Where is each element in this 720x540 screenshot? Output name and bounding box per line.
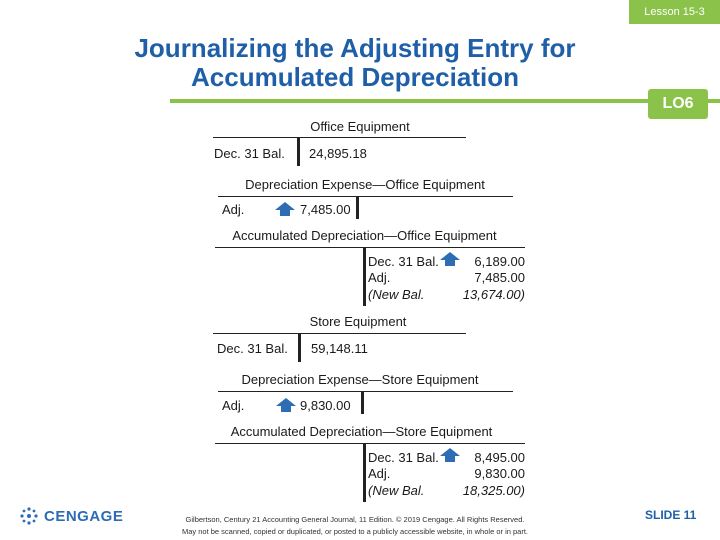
- cengage-logo: [18, 503, 123, 529]
- credit-label: Adj.: [368, 270, 391, 285]
- debit-label: Adj.: [222, 202, 245, 217]
- t-account-title: Depreciation Expense—Store Equipment: [241, 372, 479, 387]
- debit-label: Dec. 31 Bal.: [214, 146, 285, 161]
- t-account-divider: [363, 444, 366, 502]
- learning-objective-badge: LO6: [648, 89, 708, 119]
- t-account-divider: [363, 248, 366, 306]
- credit-amount: 6,189.00: [474, 254, 525, 269]
- logo-text: CENGAGE: [44, 507, 124, 525]
- credit-label: Dec. 31 Bal.: [368, 254, 439, 269]
- up-arrow-icon: [275, 202, 295, 216]
- t-account-top-line: [215, 247, 525, 248]
- t-account-divider: [356, 197, 359, 219]
- t-account-title: Store Equipment: [309, 314, 407, 329]
- t-account-divider: [361, 392, 364, 414]
- t-account-top-line: [213, 137, 466, 138]
- t-account-top-line: [215, 443, 525, 444]
- credit-amount: 8,495.00: [474, 450, 525, 465]
- title-divider: [170, 99, 720, 103]
- slide-number: SLIDE 11: [645, 508, 697, 522]
- debit-amount: 59,148.11: [311, 341, 368, 356]
- credit-amount: 7,485.00: [474, 270, 525, 285]
- citation: [120, 514, 590, 538]
- credit-amount: 13,674.00): [462, 287, 525, 302]
- title-line-2: Accumulated Depreciation: [191, 62, 519, 92]
- t-account-title: Accumulated Depreciation—Office Equipment: [232, 228, 497, 243]
- credit-label: (New Bal.: [368, 483, 425, 498]
- citation-line-2: May not be scanned, copied or duplicated, or posted to a publicly accessible website, in whole or in part.: [181, 527, 529, 536]
- t-account-title: Office Equipment: [310, 119, 410, 134]
- credit-label: (New Bal.: [368, 287, 425, 302]
- t-account-title: Accumulated Depreciation—Store Equipment: [230, 424, 493, 439]
- t-account-top-line: [218, 196, 513, 197]
- t-account-top-line: [213, 333, 466, 334]
- credit-label: Adj.: [368, 466, 391, 481]
- debit-amount: 9,830.00: [300, 398, 351, 413]
- t-account-top-line: [218, 391, 513, 392]
- title-line-1: Journalizing the Adjusting Entry for: [134, 33, 576, 63]
- t-account-title: Depreciation Expense—Office Equipment: [245, 177, 485, 192]
- lesson-tab: Lesson 15-3: [629, 0, 720, 24]
- debit-amount: 24,895.18: [309, 146, 367, 161]
- citation-line-1: Gilbertson, Century 21 Accounting General Journal, 11 Edition. © 2019 Cengage. All Rights Reserved.: [185, 515, 525, 524]
- t-account-divider: [297, 138, 300, 166]
- t-account-divider: [298, 334, 301, 362]
- cengage-logo-icon: [18, 505, 40, 527]
- debit-amount: 7,485.00: [300, 202, 351, 217]
- up-arrow-icon: [276, 398, 296, 412]
- credit-label: Dec. 31 Bal.: [368, 450, 439, 465]
- credit-amount: 18,325.00): [462, 483, 525, 498]
- debit-label: Dec. 31 Bal.: [217, 341, 288, 356]
- slide-title: [60, 34, 650, 92]
- debit-label: Adj.: [222, 398, 245, 413]
- credit-amount: 9,830.00: [474, 466, 525, 481]
